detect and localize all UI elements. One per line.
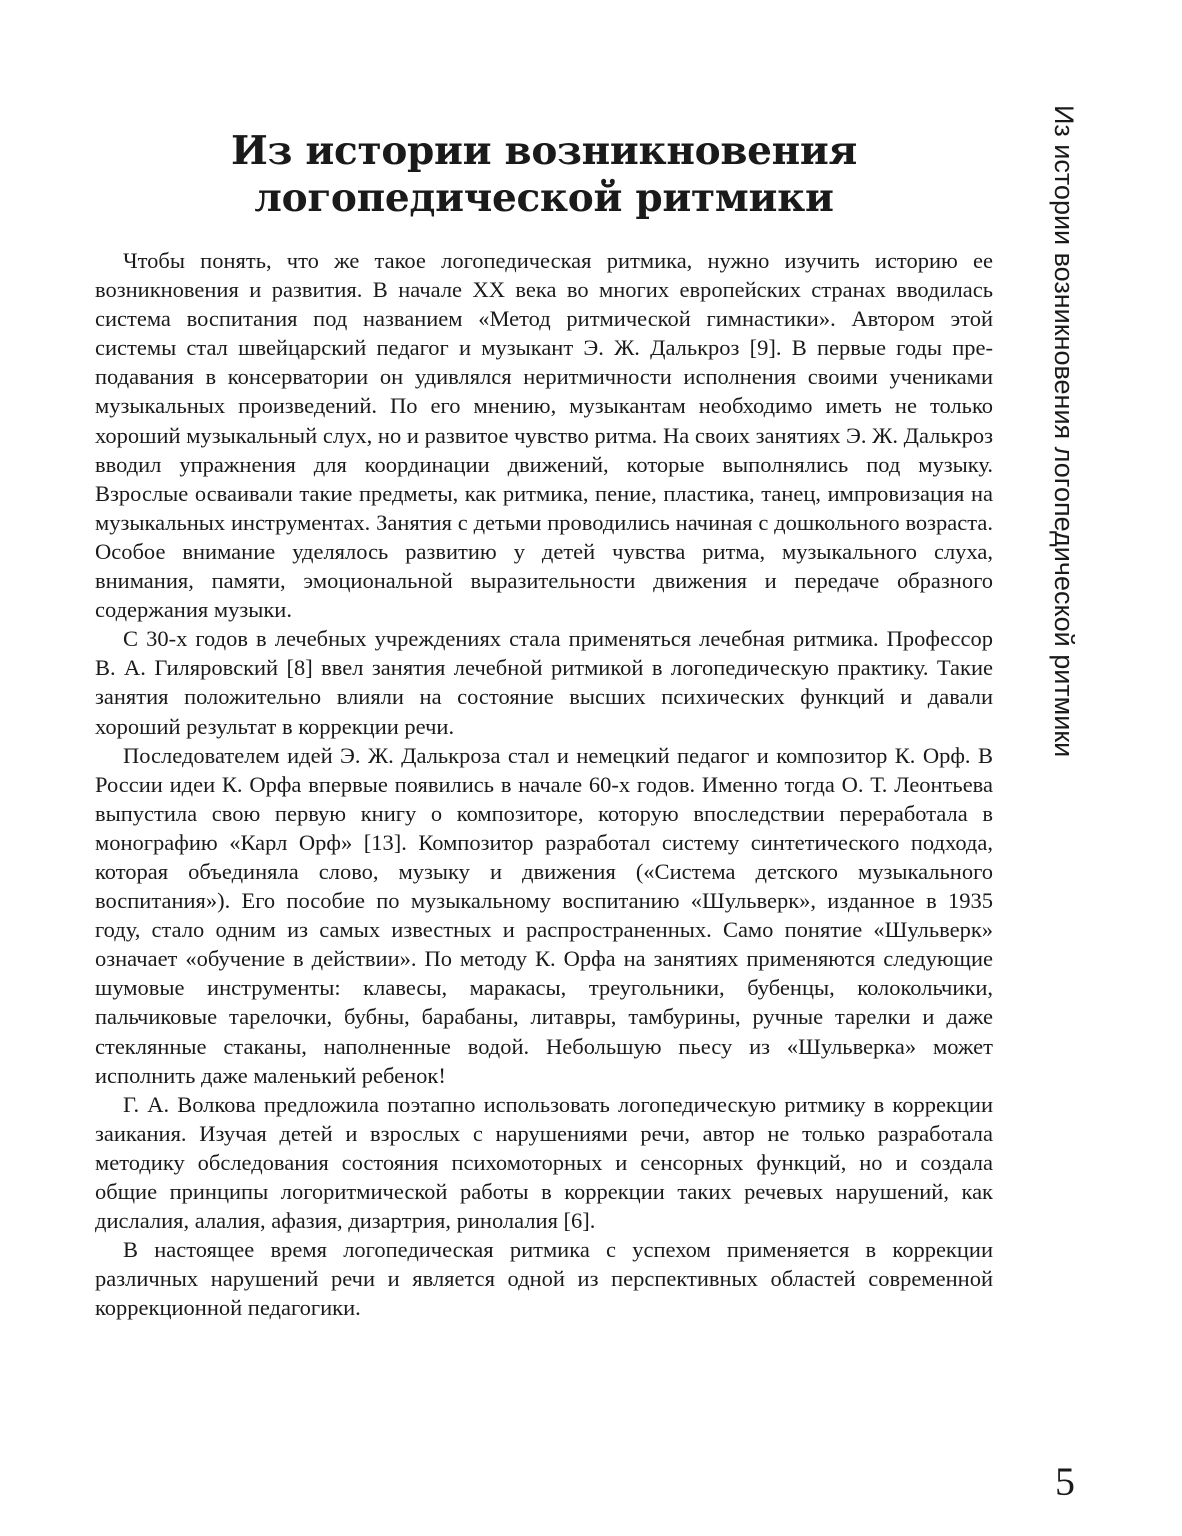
chapter-title-line-1: Из истории возникновения	[230, 128, 858, 174]
paragraph-3: Последователем идей Э. Ж. Далькроза стал и немецкий педагог и композитор К. Орф. В России идеи К. Орфа впервые появились в начале 60-х годов. Именно тогда О. Т. Леонтьева выпустила свою первую книгу о композиторе, которую впоследствии переработала в монографию «Карл Орф» [13]. Композитор разработал систему синтетического подхода, которая объединяла слово, музыку и движения («Система детского музыкального воспитания»). Его пособие по музыкальному воспитанию «Шульверк», изданное в 1935 году, стало одним из самых известных и распространенных. Само понятие «Шульверк» означает «обучение в действии». По методу К. Орфа на занятиях применяются следующие шумовые инструменты: клавесы, маракасы, треугольники, бубенцы, колокольчики, пальчиковые тарелочки, бубны, барабаны, литавры, тамбурины, ручные тарелки и даже стеклянные стаканы, наполненные водой. Небольшую пьесу из «Шульверка» может исполнить даже маленький ребенок!	[95, 742, 993, 1088]
paragraph-5: В настоящее время логопедическая ритмика с успехом применяется в коррекции различных нарушений речи и является одной из перспективных областей современной коррекционной педагогики.	[95, 1237, 993, 1321]
page-number: 5	[1055, 1459, 1075, 1504]
paragraph-1: Чтобы понять, что же такое логопедическая ритмика, нужно изучить историю ее возникновения и развития. В начале XX века во многих европейских странах вводилась система воспитания под названием «Метод ритмической гимнастики». Автором этой системы стал швейцарский педагог и музыкант Э. Ж. Далькроз [9]. В первые годы преподавания в консерватории он удивлялся неритмичности исполнения своими учениками музыкальных произведений. По его мнению, музыкантам необходимо иметь не только хороший музыкальный слух, но и развитое чувство ритма. На своих занятиях Э. Ж. Далькроз вводил упражнения для координации движений, которые выполнялись под музыку. Взрослые осваивали такие предметы, как ритмика, пение, пластика, танец, импровизация на музыкальных инструментах. Занятия с детьми проводились начиная с дошкольного возраста. Особое внимание уделялось развитию у детей чувства ритма, музыкального слуха, внимания, памяти, эмоциональной выразительности движения и передаче образного содержания музыки.	[95, 248, 993, 623]
chapter-title-line-2: логопедической ритмики	[254, 175, 834, 221]
running-header: Из истории возникновения логопедической ритмики	[1049, 105, 1079, 758]
chapter-title	[95, 128, 993, 222]
paragraph-2: С 30-х годов в лечебных учреждениях стала применяться лечебная ритмика. Профессор В. А. Гиляровский [8] ввел занятия лечебной ритмикой в логопедическую практику. Такие занятия положительно влияли на состояние высших психических функций и давали хороший результат в коррекции речи.	[95, 626, 993, 739]
paragraph-4: Г. А. Волкова предложила поэтапно использовать логопедическую ритмику в коррекции заикания. Изучая детей и взрослых с нарушениями речи, автор не только разработала методику обследования состояния психомоторных и сенсорных функций, но и создала общие принципы логоритмической работы в коррекции таких речевых нарушений, как дислалия, алалия, афазия, дизартрия, ринолалия [6].	[95, 1091, 993, 1234]
body-text	[95, 246, 993, 1322]
